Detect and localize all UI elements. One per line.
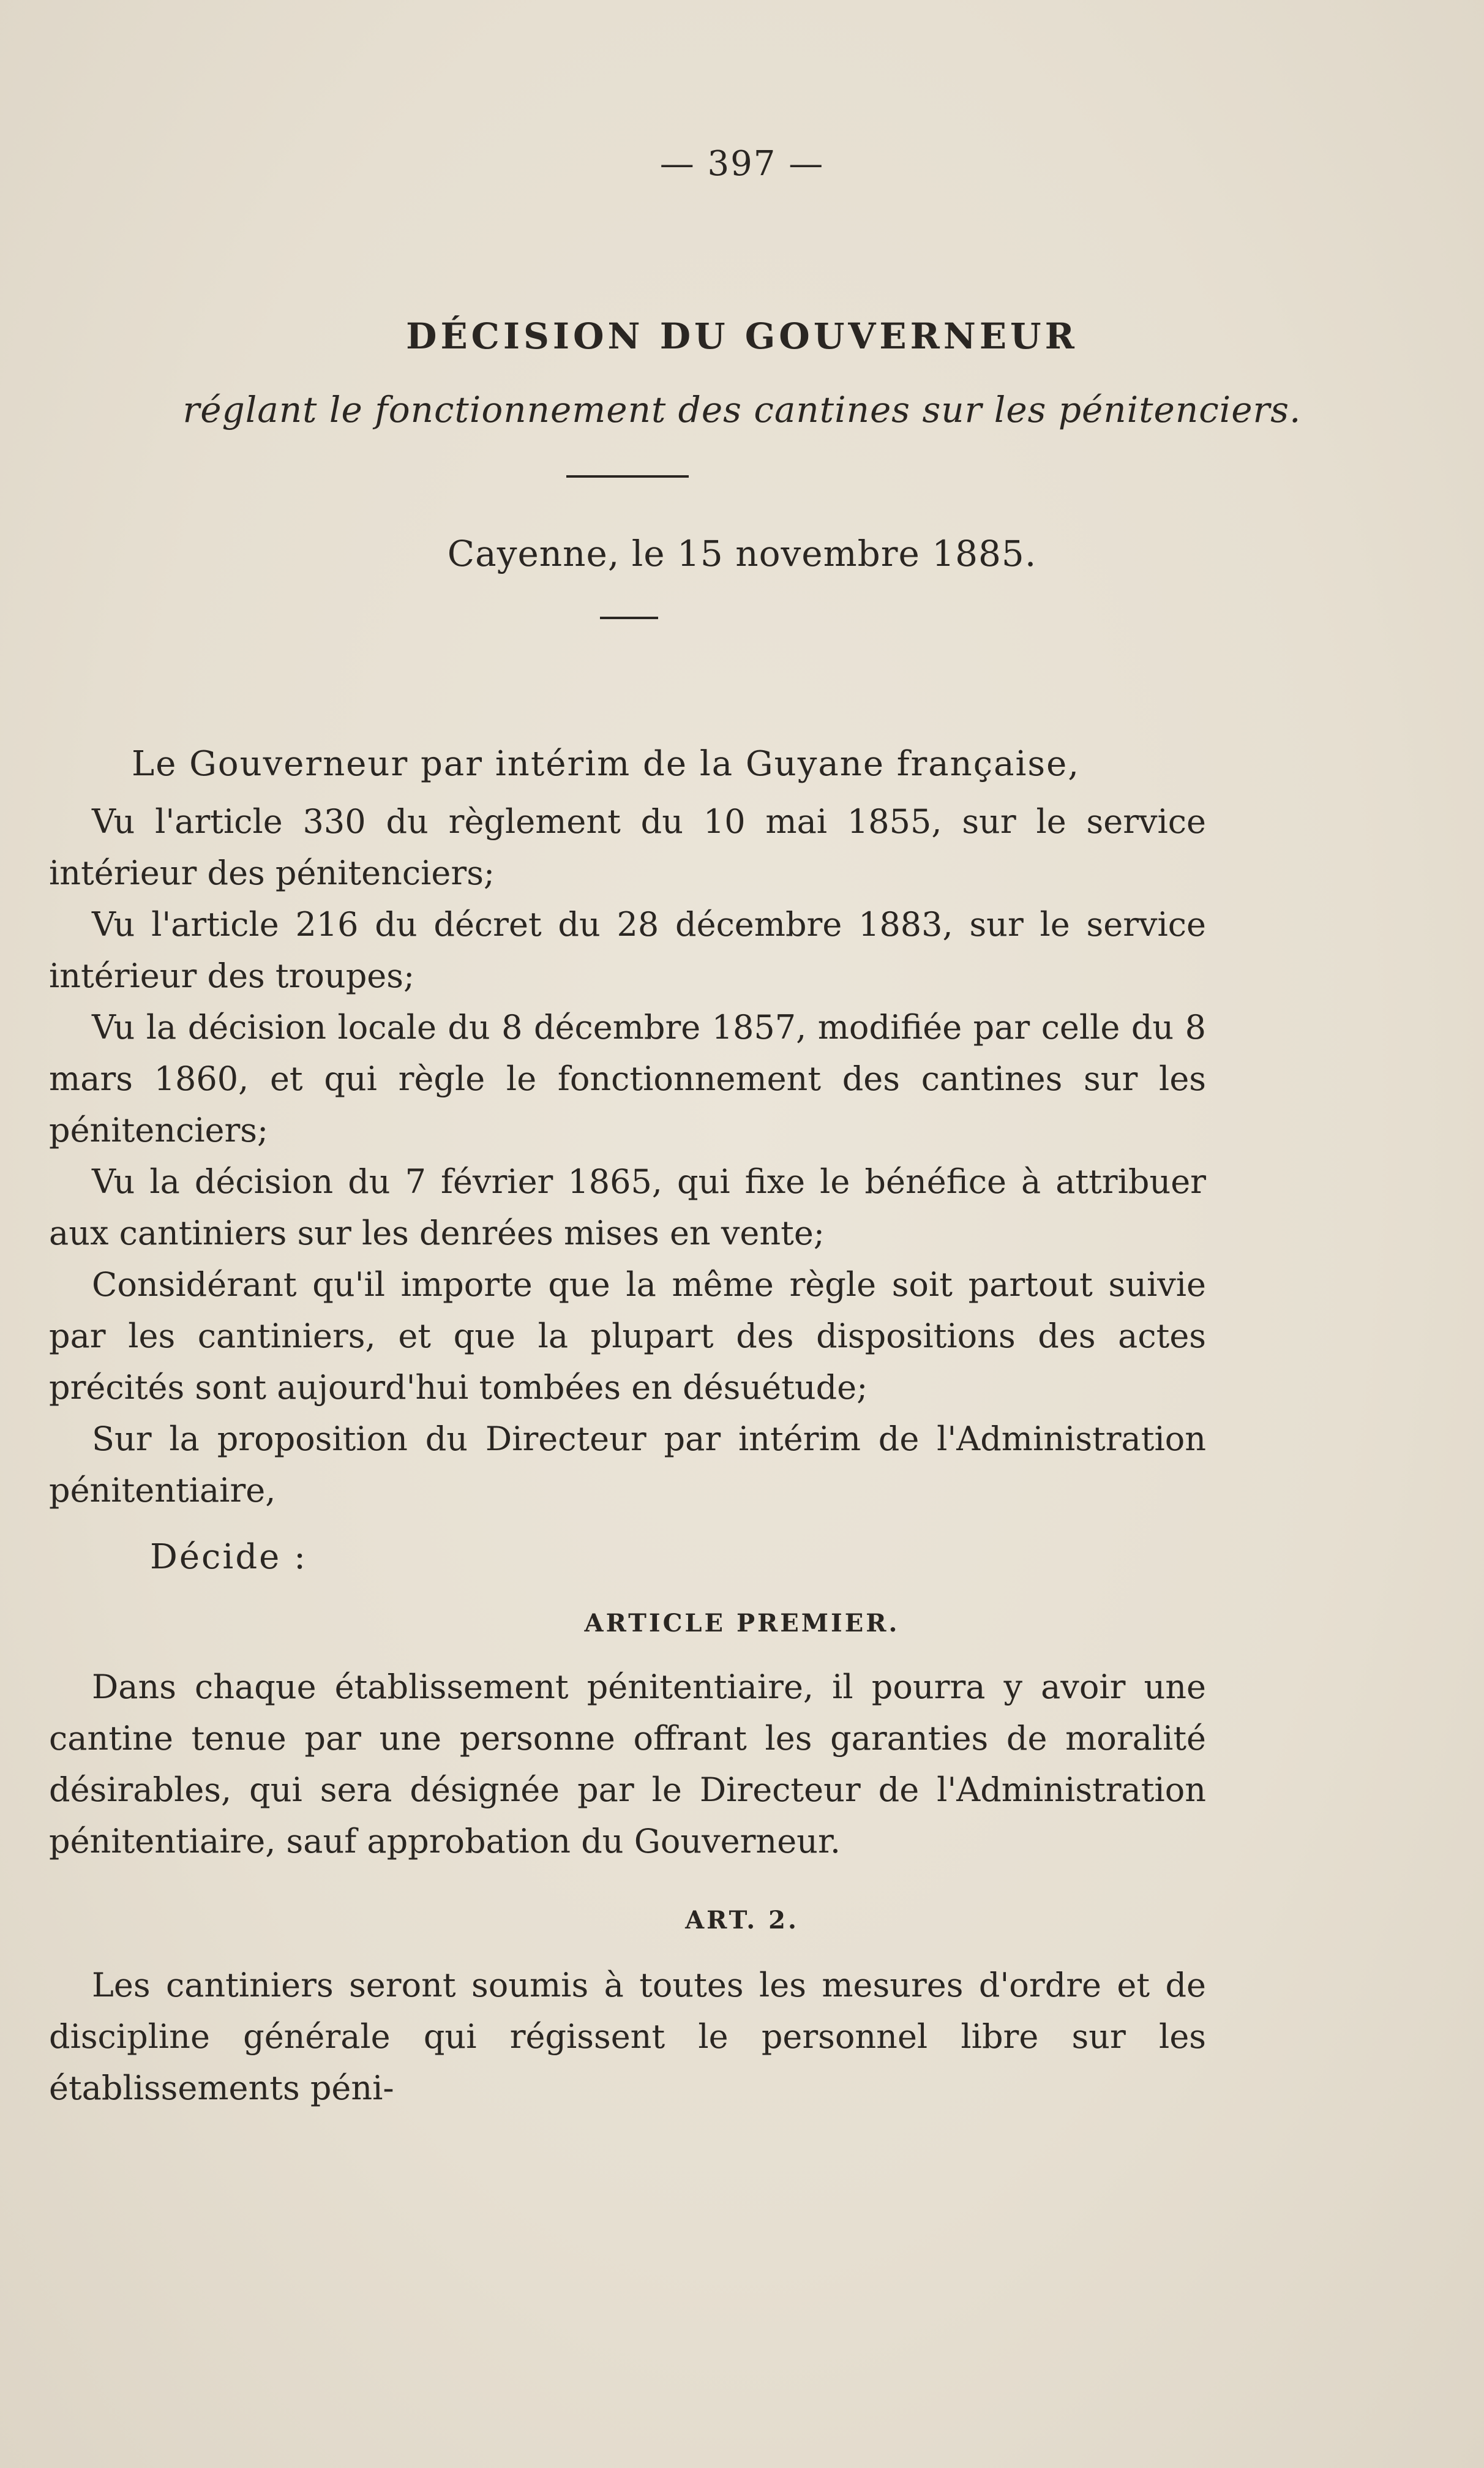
visa-paragraph: Vu l'article 330 du règlement du 10 mai 1855, sur le service intérieur des pénitenciers; xyxy=(49,802,1206,892)
visa-paragraph: Vu la décision locale du 8 décembre 1857, modifiée par celle du 8 mars 1860, et qui règle le fonctionnement des cantines sur les pénitenciers; xyxy=(49,1008,1206,1149)
article-body xyxy=(49,1661,1206,1867)
article-heading: ART. 2. xyxy=(685,1906,799,1935)
decision-subtitle: réglant le fonctionnement des cantines sur les pénitenciers. xyxy=(182,389,1302,431)
decide-heading: Décide : xyxy=(150,1537,307,1577)
proposition-paragraph: Sur la proposition du Directeur par intérim de l'Administration pénitentiaire, xyxy=(49,1420,1206,1510)
page-number: — 397 — xyxy=(659,144,825,184)
visa-paragraph: Vu la décision du 7 février 1865, qui fixe le bénéfice à attribuer aux cantiniers sur les denrées mises en vente; xyxy=(49,1162,1206,1252)
article-paragraph: Les cantiniers seront soumis à toutes les mesures d'ordre et de discipline générale qui régissent le personnel libre sur les établissements péni- xyxy=(49,1966,1206,2107)
visa-paragraph: Vu l'article 216 du décret du 28 décembre 1883, sur le service intérieur des troupes; xyxy=(49,905,1206,995)
issuing-authority: Le Gouverneur par intérim de la Guyane française, xyxy=(132,744,1081,784)
article-paragraph: Dans chaque établissement pénitentiaire, il pourra y avoir une cantine tenue par une personne offrant les garanties de moralité désirables, qui sera désignée par le Directeur de l'Administration pénitentiaire, sauf approbation du Gouverneur. xyxy=(49,1668,1206,1860)
article-heading: ARTICLE PREMIER. xyxy=(584,1609,900,1638)
preamble xyxy=(49,796,1206,1516)
decision-title: DÉCISION DU GOUVERNEUR xyxy=(406,315,1078,357)
dateline: Cayenne, le 15 novembre 1885. xyxy=(447,533,1037,574)
separator-rule xyxy=(566,475,689,478)
article-body xyxy=(49,1960,1206,2114)
considerant-paragraph: Considérant qu'il importe que la même règle soit partout suivie par les cantiniers, et que la plupart des dispositions des actes précités sont aujourd'hui tombées en désuétude; xyxy=(49,1265,1206,1407)
separator-rule xyxy=(600,617,658,619)
